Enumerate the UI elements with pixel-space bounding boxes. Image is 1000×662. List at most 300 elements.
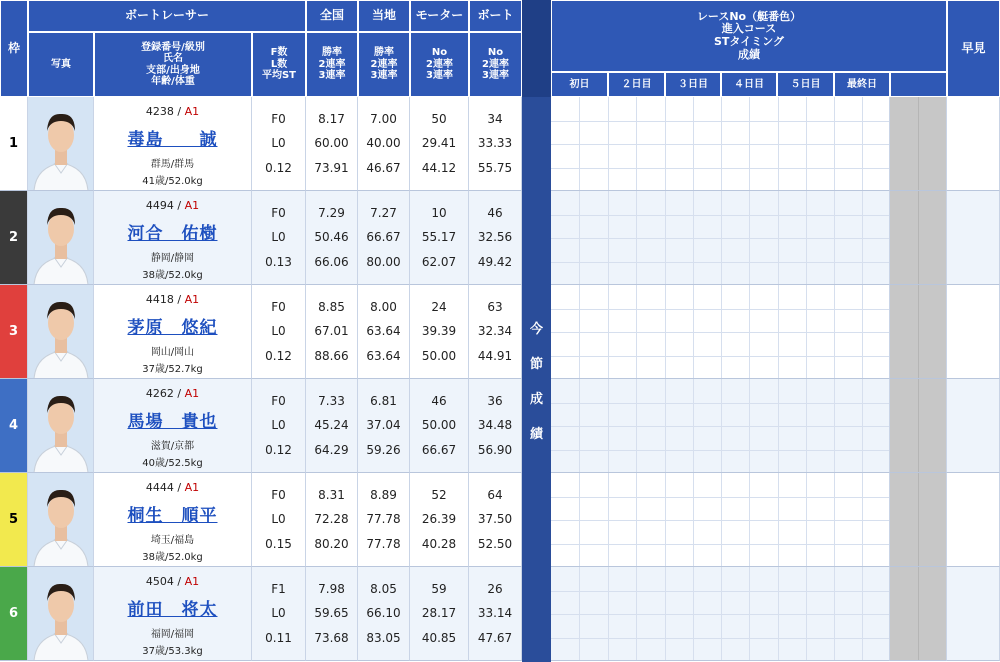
branch-hometown: 埼玉/福島 [150, 535, 195, 546]
grid-line [551, 450, 889, 451]
reg-class: 4238 / A1 [145, 105, 200, 118]
grid-line [579, 97, 580, 190]
boat-number: 63 [487, 300, 503, 315]
grid-line [665, 473, 666, 566]
racer-class: A1 [184, 575, 200, 588]
grid-line [918, 379, 919, 472]
race-results-grid [551, 473, 890, 567]
trio-rate: 73.91 [314, 160, 349, 175]
grid-line [693, 97, 694, 190]
blank-gray-column [890, 379, 947, 473]
age-weight: 38歳/52.0kg [142, 552, 203, 563]
quinella-rate: 28.17 [421, 606, 457, 621]
grid-line [918, 567, 919, 660]
rate-line: No [487, 47, 504, 59]
grid-line [693, 473, 694, 566]
grid-line [693, 285, 694, 378]
racer-photo-cell [28, 567, 94, 661]
trio-rate: 44.91 [477, 348, 513, 363]
motor-number: 10 [431, 206, 447, 221]
boat-number: 26 [487, 582, 503, 597]
win-rate: 7.29 [318, 206, 345, 221]
grid-line [834, 97, 835, 190]
day-header-3: ３日目 [665, 72, 721, 97]
age-weight: 37歳/52.7kg [142, 364, 203, 375]
fl-st [252, 285, 306, 379]
local-rates [358, 567, 410, 661]
quinella-rate: 37.04 [366, 418, 401, 433]
reg-class: 4418 / A1 [145, 293, 200, 306]
waku-number: 4 [0, 379, 28, 473]
grid-line [636, 567, 637, 660]
l-count: L0 [271, 136, 286, 151]
local-rates [358, 285, 410, 379]
racer-class: A1 [184, 293, 200, 306]
win-rate: 7.98 [318, 582, 345, 597]
reg-class: 4262 / A1 [145, 387, 200, 400]
racer-class: A1 [184, 199, 200, 212]
early-view-cell [947, 473, 1000, 567]
quinella-rate: 72.28 [314, 512, 349, 527]
motor-number: 46 [431, 394, 447, 409]
trio-rate: 62.07 [421, 254, 457, 269]
grid-line [918, 473, 919, 566]
racer-photo-cell [28, 473, 94, 567]
avg-st: 0.12 [265, 348, 292, 363]
grid-line [579, 191, 580, 284]
grid-line [665, 379, 666, 472]
national-rates [306, 191, 358, 285]
quinella-rate: 32.34 [477, 324, 513, 339]
racer-photo-cell [28, 191, 94, 285]
l-count: L0 [271, 230, 286, 245]
win-rate: 7.00 [370, 112, 397, 127]
racer-name-link[interactable]: 河合 佑樹 [127, 224, 218, 244]
race-results-grid [551, 285, 890, 379]
avg-st: 0.12 [265, 160, 292, 175]
motor-number: 59 [431, 582, 447, 597]
grid-line [665, 97, 666, 190]
racer-photo [28, 473, 94, 567]
grid-line [551, 426, 889, 427]
grid-line [551, 262, 889, 263]
racer-photo [28, 191, 94, 285]
win-rate: 8.89 [370, 488, 397, 503]
grid-line [778, 285, 779, 378]
racer-photo [28, 285, 94, 379]
race-results-grid [551, 191, 890, 285]
grid-line [834, 473, 835, 566]
boat-header: ボート [469, 0, 522, 32]
racer-info [94, 473, 252, 567]
f-count: F0 [271, 112, 286, 127]
grid-line [608, 285, 609, 378]
grid-line [806, 97, 807, 190]
grid-line [721, 567, 722, 660]
racer-photo [28, 379, 94, 473]
grid-line [918, 191, 919, 284]
motor-rates [410, 191, 469, 285]
age-weight: 38歳/52.0kg [142, 270, 203, 281]
grid-line [862, 285, 863, 378]
age-weight: 41歳/52.0kg [142, 176, 203, 187]
grid-line [636, 473, 637, 566]
motor-rates [410, 567, 469, 661]
win-rate: 8.05 [370, 582, 397, 597]
motor-rates [410, 473, 469, 567]
grid-line [862, 473, 863, 566]
grid-line [693, 191, 694, 284]
grid-line [579, 285, 580, 378]
racer-name-link[interactable]: 馬場 貴也 [127, 412, 218, 432]
grid-line [806, 379, 807, 472]
racer-row [0, 191, 1000, 285]
racer-info-line: 支部/出身地 [146, 64, 200, 76]
day-header-blank [890, 72, 947, 97]
grid-line [806, 473, 807, 566]
day-header-2: ２日目 [608, 72, 665, 97]
f-count: F1 [271, 582, 286, 597]
fl-st [252, 191, 306, 285]
motor-rates [410, 379, 469, 473]
early-header: 早見 [947, 0, 1000, 97]
avg-st: 0.13 [265, 254, 292, 269]
l-count: L0 [271, 512, 286, 527]
quinella-rate: 60.00 [314, 136, 349, 151]
f-count: F0 [271, 300, 286, 315]
boat-rates [469, 285, 522, 379]
race-title-line: 進入コース [721, 22, 777, 36]
trio-rate: 50.00 [421, 348, 457, 363]
race-results-grid [551, 567, 890, 661]
racer-info [94, 379, 252, 473]
blank-gray-column [890, 567, 947, 661]
blank-gray-column [890, 473, 947, 567]
rate-line: 3連率 [426, 70, 453, 82]
racer-class: A1 [184, 105, 200, 118]
quinella-rate: 67.01 [314, 324, 349, 339]
boat-rates-header [469, 32, 522, 97]
quinella-rate: 45.24 [314, 418, 349, 433]
branch-hometown: 滋賀/京都 [150, 441, 195, 452]
age-weight: 37歳/53.3kg [142, 646, 203, 657]
race-title-line: レースNo（艇番色） [696, 9, 802, 23]
win-rate: 6.81 [370, 394, 397, 409]
racer-info-line: 登録番号/級別 [141, 41, 205, 53]
grid-line [749, 379, 750, 472]
racer-name-link[interactable]: 前田 将太 [127, 600, 218, 620]
rate-line: 3連率 [370, 70, 398, 82]
trio-rate: 52.50 [477, 536, 513, 551]
racer-info [94, 285, 252, 379]
vertical-char: 今 [529, 321, 543, 337]
avg-st: 0.15 [265, 536, 292, 551]
blank-gray-column [890, 191, 947, 285]
trio-rate: 88.66 [314, 348, 349, 363]
grid-line [608, 97, 609, 190]
local-rates-header [358, 32, 410, 97]
grid-line [665, 567, 666, 660]
local-rates [358, 473, 410, 567]
branch-hometown: 岡山/岡山 [150, 347, 195, 358]
grid-line [551, 121, 889, 122]
grid-line [721, 191, 722, 284]
rate-line: 2連率 [482, 58, 509, 70]
grid-line [636, 191, 637, 284]
grid-line [551, 497, 889, 498]
race-results-grid [551, 97, 890, 191]
trio-rate: 55.75 [477, 160, 513, 175]
rate-line: 2連率 [370, 58, 398, 70]
grid-line [608, 379, 609, 472]
grid-line [721, 473, 722, 566]
trio-rate: 44.12 [421, 160, 457, 175]
vertical-char: 成 [529, 391, 543, 407]
grid-line [636, 97, 637, 190]
racer-photo-cell [28, 285, 94, 379]
early-view-cell [947, 567, 1000, 661]
trio-rate: 80.20 [314, 536, 349, 551]
grid-line [551, 332, 889, 333]
rate-line: 勝率 [374, 47, 394, 59]
rate-line: No [431, 47, 448, 59]
grid-line [806, 567, 807, 660]
vertical-char: 績 [529, 426, 543, 442]
f-count: F0 [271, 488, 286, 503]
grid-line [749, 191, 750, 284]
grid-line [778, 191, 779, 284]
racer-photo-cell [28, 97, 94, 191]
grid-line [721, 97, 722, 190]
grid-line [579, 567, 580, 660]
waku-number: 1 [0, 97, 28, 191]
l-count: L0 [271, 418, 286, 433]
grid-line [665, 191, 666, 284]
racer-class: A1 [184, 481, 200, 494]
reg-number: 4418 [145, 293, 174, 306]
quinella-rate: 63.64 [366, 324, 401, 339]
fl-st [252, 567, 306, 661]
win-rate: 8.00 [370, 300, 397, 315]
racer-info [94, 97, 252, 191]
racer-info-line: 氏名 [163, 53, 183, 64]
reg-class: 4504 / A1 [145, 575, 200, 588]
quinella-rate: 39.39 [421, 324, 457, 339]
trio-rate: 63.64 [366, 348, 401, 363]
grid-line [551, 238, 889, 239]
national-rates [306, 379, 358, 473]
racer-row [0, 379, 1000, 473]
fl-st-line: 平均ST [261, 70, 297, 82]
reg-number: 4444 [145, 481, 174, 494]
trio-rate: 66.06 [314, 254, 349, 269]
quinella-rate: 50.00 [421, 418, 457, 433]
racer-info [94, 567, 252, 661]
national-header: 全国 [306, 0, 358, 32]
motor-number: 24 [431, 300, 447, 315]
grid-line [608, 473, 609, 566]
race-title-line: STタイミング [714, 35, 784, 48]
grid-line [551, 168, 889, 169]
early-view-cell [947, 97, 1000, 191]
trio-rate: 40.28 [421, 536, 457, 551]
trio-rate: 77.78 [366, 536, 401, 551]
grid-line [749, 97, 750, 190]
grid-line [778, 473, 779, 566]
rate-line: 3連率 [482, 70, 509, 82]
grid-line [918, 97, 919, 190]
local-header: 当地 [358, 0, 410, 32]
f-count: F0 [271, 394, 286, 409]
quinella-rate: 26.39 [421, 512, 457, 527]
quinella-rate: 29.41 [421, 136, 457, 151]
grid-line [862, 97, 863, 190]
motor-number: 50 [431, 112, 447, 127]
l-count: L0 [271, 606, 286, 621]
win-rate: 8.31 [318, 488, 345, 503]
rate-line: 勝率 [322, 47, 342, 59]
rate-line: 3連率 [318, 70, 346, 82]
grid-line [918, 285, 919, 378]
grid-line [551, 638, 889, 639]
grid-line [608, 567, 609, 660]
racer-info-header [94, 32, 252, 97]
early-view-cell [947, 379, 1000, 473]
motor-header: モーター [410, 0, 469, 32]
racer-name-link[interactable]: 毒島 誠 [127, 130, 218, 150]
grid-line [551, 215, 889, 216]
racer-name-link[interactable]: 桐生 順平 [127, 506, 218, 526]
age-weight: 40歳/52.5kg [142, 458, 203, 469]
grid-line [551, 356, 889, 357]
spacer-header [522, 0, 551, 97]
blank-gray-column [890, 285, 947, 379]
racer-row [0, 473, 1000, 567]
win-rate: 7.33 [318, 394, 345, 409]
grid-line [551, 591, 889, 592]
boat-rates [469, 379, 522, 473]
waku-header: 枠 [0, 0, 28, 97]
racer-class: A1 [184, 387, 200, 400]
grid-line [778, 379, 779, 472]
f-count: F0 [271, 206, 286, 221]
fl-st-header [252, 32, 306, 97]
boat-number: 64 [487, 488, 503, 503]
grid-line [551, 403, 889, 404]
trio-rate: 46.67 [366, 160, 401, 175]
boat-rates [469, 473, 522, 567]
day-header-final: 最終日 [834, 72, 890, 97]
grid-line [579, 379, 580, 472]
rate-line: 2連率 [426, 58, 453, 70]
waku-number: 3 [0, 285, 28, 379]
trio-rate: 49.42 [477, 254, 513, 269]
grid-line [665, 285, 666, 378]
race-results-grid [551, 379, 890, 473]
photo-header: 写真 [28, 32, 94, 97]
quinella-rate: 40.00 [366, 136, 401, 151]
grid-line [693, 379, 694, 472]
grid-line [551, 614, 889, 615]
l-count: L0 [271, 324, 286, 339]
grid-line [834, 567, 835, 660]
national-rates [306, 473, 358, 567]
quinella-rate: 33.14 [477, 606, 513, 621]
motor-number: 52 [431, 488, 447, 503]
national-rates-header [306, 32, 358, 97]
rate-line: 2連率 [318, 58, 346, 70]
reg-number: 4238 [145, 105, 174, 118]
grid-line [778, 97, 779, 190]
motor-rates-header [410, 32, 469, 97]
motor-rates [410, 285, 469, 379]
grid-line [806, 285, 807, 378]
reg-number: 4504 [145, 575, 174, 588]
fl-st-line: L数 [270, 58, 288, 70]
reg-class: 4444 / A1 [145, 481, 200, 494]
blank-gray-column [890, 97, 947, 191]
grid-line [551, 520, 889, 521]
branch-hometown: 福岡/福岡 [150, 629, 195, 640]
day-header-1: 初日 [551, 72, 608, 97]
boat-number: 36 [487, 394, 503, 409]
grid-line [834, 285, 835, 378]
boat-rates [469, 567, 522, 661]
quinella-rate: 55.17 [421, 230, 457, 245]
quinella-rate: 77.78 [366, 512, 401, 527]
fl-st [252, 97, 306, 191]
avg-st: 0.12 [265, 442, 292, 457]
grid-line [693, 567, 694, 660]
motor-rates [410, 97, 469, 191]
reg-number: 4494 [145, 199, 174, 212]
grid-line [551, 144, 889, 145]
quinella-rate: 66.67 [366, 230, 401, 245]
early-view-cell [947, 285, 1000, 379]
fl-st-line: F数 [270, 47, 288, 59]
branch-hometown: 静岡/静岡 [150, 253, 195, 264]
quinella-rate: 50.46 [314, 230, 349, 245]
quinella-rate: 59.65 [314, 606, 349, 621]
grid-line [551, 309, 889, 310]
reg-number: 4262 [145, 387, 174, 400]
racer-name-link[interactable]: 茅原 悠紀 [127, 318, 218, 338]
grid-line [579, 473, 580, 566]
quinella-rate: 32.56 [477, 230, 513, 245]
grid-line [862, 191, 863, 284]
boat-rates [469, 191, 522, 285]
local-rates [358, 379, 410, 473]
grid-line [721, 379, 722, 472]
avg-st: 0.11 [265, 630, 292, 645]
grid-line [749, 285, 750, 378]
day-header-4: ４日目 [721, 72, 777, 97]
national-rates [306, 97, 358, 191]
racer-row [0, 567, 1000, 661]
vertical-char: 節 [529, 356, 543, 372]
grid-line [636, 285, 637, 378]
waku-number: 6 [0, 567, 28, 661]
racer-info [94, 191, 252, 285]
win-rate: 8.85 [318, 300, 345, 315]
day-header-5: ５日目 [777, 72, 834, 97]
racer-photo [28, 97, 94, 191]
quinella-rate: 37.50 [477, 512, 513, 527]
fl-st [252, 379, 306, 473]
trio-rate: 83.05 [366, 630, 401, 645]
grid-line [608, 191, 609, 284]
trio-rate: 64.29 [314, 442, 349, 457]
